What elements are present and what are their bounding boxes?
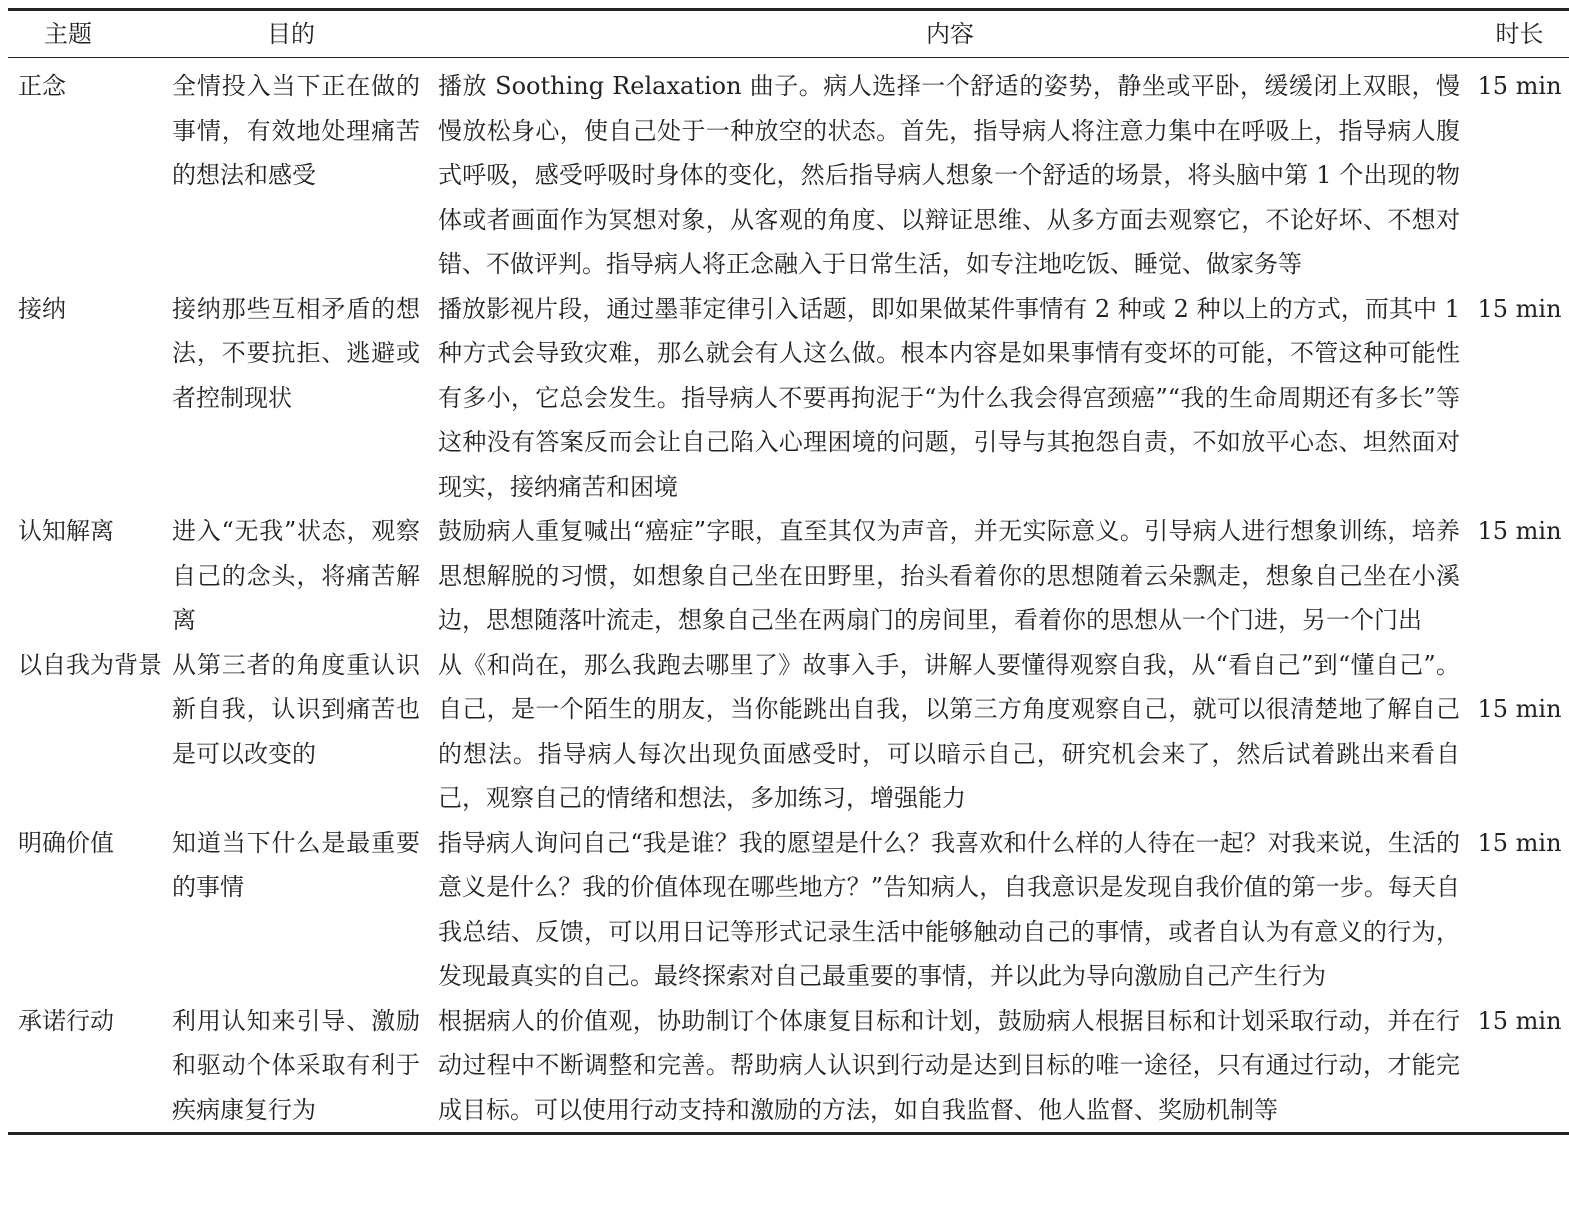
table-row — [8, 821, 1569, 999]
header-content: 内容 — [926, 19, 974, 48]
duration-value: 15 min — [1477, 517, 1562, 545]
header-purpose: 目的 — [267, 19, 315, 48]
cell-theme: 明确价值 — [18, 828, 114, 857]
table-header — [8, 10, 1569, 58]
cell-content: 根据病人的价值观，协助制订个体康复目标和计划，鼓励病人根据目标和计划采取行动，并在行动过程中不断调整和完善。帮助病人认识到行动是达到目标的唯一途径，只有通过行动，才能完成目标。可以使用行动支持和激励的方法，如自我监督、他人监督、奖励机制等 — [438, 1006, 1460, 1124]
cell-duration — [1470, 509, 1569, 643]
cell-theme: 认知解离 — [18, 517, 114, 545]
table — [8, 8, 1569, 1135]
cell-purpose: 知道当下什么是最重要的事情 — [172, 828, 420, 901]
cell-content: 指导病人询问自己“我是谁？我的愿望是什么？我喜欢和什么样的人待在一起？对我来说，生活的意义是什么？我的价值体现在哪些地方？”告知病人，自我意识是发现自我价值的第一步。每天自我总结、反馈，可以用日记等形式记录生活中能够触动自己的事情，或者自认为有意义的行为，发现最真实的自己。最终探索对自己最重要的事情，并以此为导向激励自己产生行为 — [438, 828, 1460, 990]
cell-theme: 接纳 — [18, 294, 66, 323]
cell-duration — [1470, 999, 1569, 1134]
cell-duration — [1470, 58, 1569, 287]
cell-purpose: 进入“无我”状态，观察自己的念头，将痛苦解离 — [172, 517, 420, 634]
duration-value: 15 min — [1477, 1006, 1562, 1035]
cell-theme: 以自我为背景 — [18, 650, 162, 679]
cell-duration — [1470, 821, 1569, 999]
header-row — [8, 10, 1569, 58]
table-row — [8, 287, 1569, 510]
cell-content: 播放 Soothing Relaxation 曲子。病人选择一个舒适的姿势，静坐或平卧，缓缓闭上双眼，慢慢放松身心，使自己处于一种放空的状态。首先，指导病人将注意力集中在呼吸上，指导病人腹式呼吸，感受呼吸时身体的变化，然后指导病人想象一个舒适的场景，将头脑中第 1 个出现的物体或者画面作为冥想对象，从客观的角度、以辩证思维、从多方面去观察它，不论好坏、不想对错、不做评判。指导病人将正念融入于日常生活，如专注地吃饭、睡觉、做家务等 — [438, 72, 1460, 278]
cell-duration — [1470, 287, 1569, 510]
cell-purpose: 利用认知来引导、激励和驱动个体采取有利于疾病康复行为 — [172, 1006, 420, 1124]
table-row — [8, 509, 1569, 643]
header-duration: 时长 — [1495, 19, 1544, 48]
duration-spacer — [1470, 643, 1569, 688]
cell-content: 从《和尚在，那么我跑去哪里了》故事入手，讲解人要懂得观察自我，从“看自己”到“懂自己”。自己，是一个陌生的朋友，当你能跳出自我，以第三方角度观察自己，就可以很清楚地了解自己的想法。指导病人每次出现负面感受时，可以暗示自己，研究机会来了，然后试着跳出来看自己，观察自己的情绪和想法，多加练习，增强能力 — [438, 650, 1460, 812]
cell-content: 播放影视片段，通过墨菲定律引入话题，即如果做某件事情有 2 种或 2 种以上的方式，而其中 1 种方式会导致灾难，那么就会有人这么做。根本内容是如果事情有变坏的可能，不管这种可能性有多小，它总会发生。指导病人不要再拘泥于“为什么我会得宫颈癌”“我的生命周期还有多长”等这种没有答案反而会让自己陷入心理困境的问题，引导与其抱怨自责，不如放平心态、坦然面对现实，接纳痛苦和困境 — [438, 294, 1460, 501]
duration-value: 15 min — [1477, 72, 1562, 100]
duration-value: 15 min — [1477, 828, 1562, 857]
cell-content: 鼓励病人重复喊出“癌症”字眼，直至其仅为声音，并无实际意义。引导病人进行想象训练，培养思想解脱的习惯，如想象自己坐在田野里，抬头看着你的思想随着云朵飘走，想象自己坐在小溪边，思想随落叶流走，想象自己坐在两扇门的房间里，看着你的思想从一个门进，另一个门出 — [438, 517, 1460, 634]
duration-value: 15 min — [1477, 695, 1562, 723]
cell-theme: 承诺行动 — [18, 1006, 114, 1035]
act-intervention-table — [8, 8, 1562, 1135]
header-theme: 主题 — [44, 19, 92, 48]
cell-duration — [1470, 643, 1569, 821]
table-row — [8, 999, 1569, 1134]
table-row — [8, 58, 1569, 287]
table-row — [8, 643, 1569, 821]
cell-theme: 正念 — [18, 72, 66, 100]
cell-purpose: 接纳那些互相矛盾的想法，不要抗拒、逃避或者控制现状 — [172, 294, 420, 412]
table-body — [8, 58, 1569, 1134]
cell-purpose: 全情投入当下正在做的事情，有效地处理痛苦的想法和感受 — [172, 72, 420, 189]
cell-purpose: 从第三者的角度重认识新自我，认识到痛苦也是可以改变的 — [172, 650, 420, 768]
duration-value: 15 min — [1477, 294, 1562, 323]
